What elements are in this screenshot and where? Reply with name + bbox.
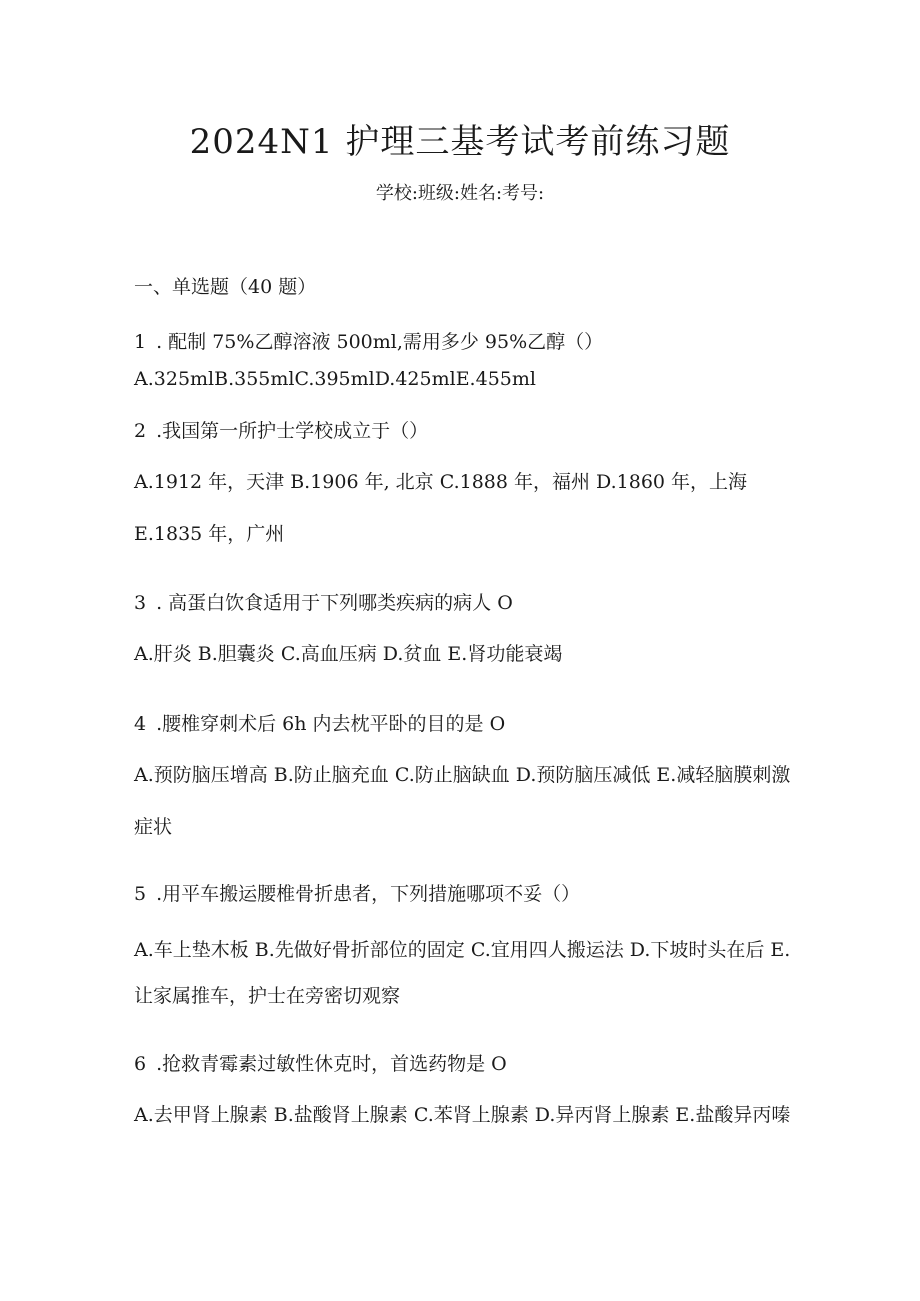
question-options: A.预防脑压增高 B.防止脑充血 C.防止脑缺血 D.预防脑压减低 E.减轻脑膜刺激症状 <box>134 764 791 838</box>
question-number: 4 <box>134 713 147 735</box>
question-stem <box>134 1049 794 1079</box>
question-text: .我国第一所护士学校成立于（） <box>156 420 429 442</box>
question-stem <box>134 879 794 909</box>
question-text: .抢救青霉素过敏性休克时，首选药物是 O <box>156 1053 507 1075</box>
question-item <box>134 879 794 1019</box>
question-stem <box>134 327 794 357</box>
question-text: . 高蛋白饮食适用于下列哪类疾病的病人 O <box>156 592 513 614</box>
question-item <box>134 588 794 669</box>
question-item <box>134 1049 794 1141</box>
document-title: 2024N1 护理三基考试考前练习题 <box>189 122 731 162</box>
question-item <box>134 416 794 560</box>
question-number: 6 <box>134 1053 147 1075</box>
question-number: 3 <box>134 592 147 614</box>
question-options: A.去甲肾上腺素 B.盐酸肾上腺素 C.苯肾上腺素 D.异丙肾上腺素 E.盐酸异丙嗪 <box>134 1104 791 1126</box>
question-stem <box>134 709 794 739</box>
question-number: 5 <box>134 883 147 905</box>
question-stem <box>134 416 794 446</box>
question-options: A.1912 年，天津 B.1906 年, 北京 C.1888 年，福州 D.1860 年，上海 E.1835 年，广州 <box>134 471 748 545</box>
student-info-line: 学校:班级:姓名:考号: <box>375 183 545 204</box>
question-text: . 配制 75%乙醇溶液 500ml,需用多少 95%乙醇（） <box>156 331 604 353</box>
question-item <box>134 327 794 394</box>
question-number: 2 <box>134 420 147 442</box>
question-options: A.肝炎 B.胆囊炎 C.高血压病 D.贫血 E.肾功能衰竭 <box>134 643 563 665</box>
question-number: 1 <box>134 331 147 353</box>
question-text: .腰椎穿刺术后 6h 内去枕平卧的目的是 O <box>156 713 506 735</box>
question-options: A.325mlB.355mlC.395mlD.425mlE.455ml <box>134 368 536 390</box>
question-text: .用平车搬运腰椎骨折患者，下列措施哪项不妥（） <box>156 883 581 905</box>
question-stem <box>134 588 794 618</box>
section-heading: 一、单选题（40 题） <box>134 276 317 298</box>
question-options: A.车上垫木板 B.先做好骨折部位的固定 C.宜用四人搬运法 D.下坡时头在后 E.让家属推车，护士在旁密切观察 <box>134 939 791 1007</box>
question-item <box>134 709 794 853</box>
